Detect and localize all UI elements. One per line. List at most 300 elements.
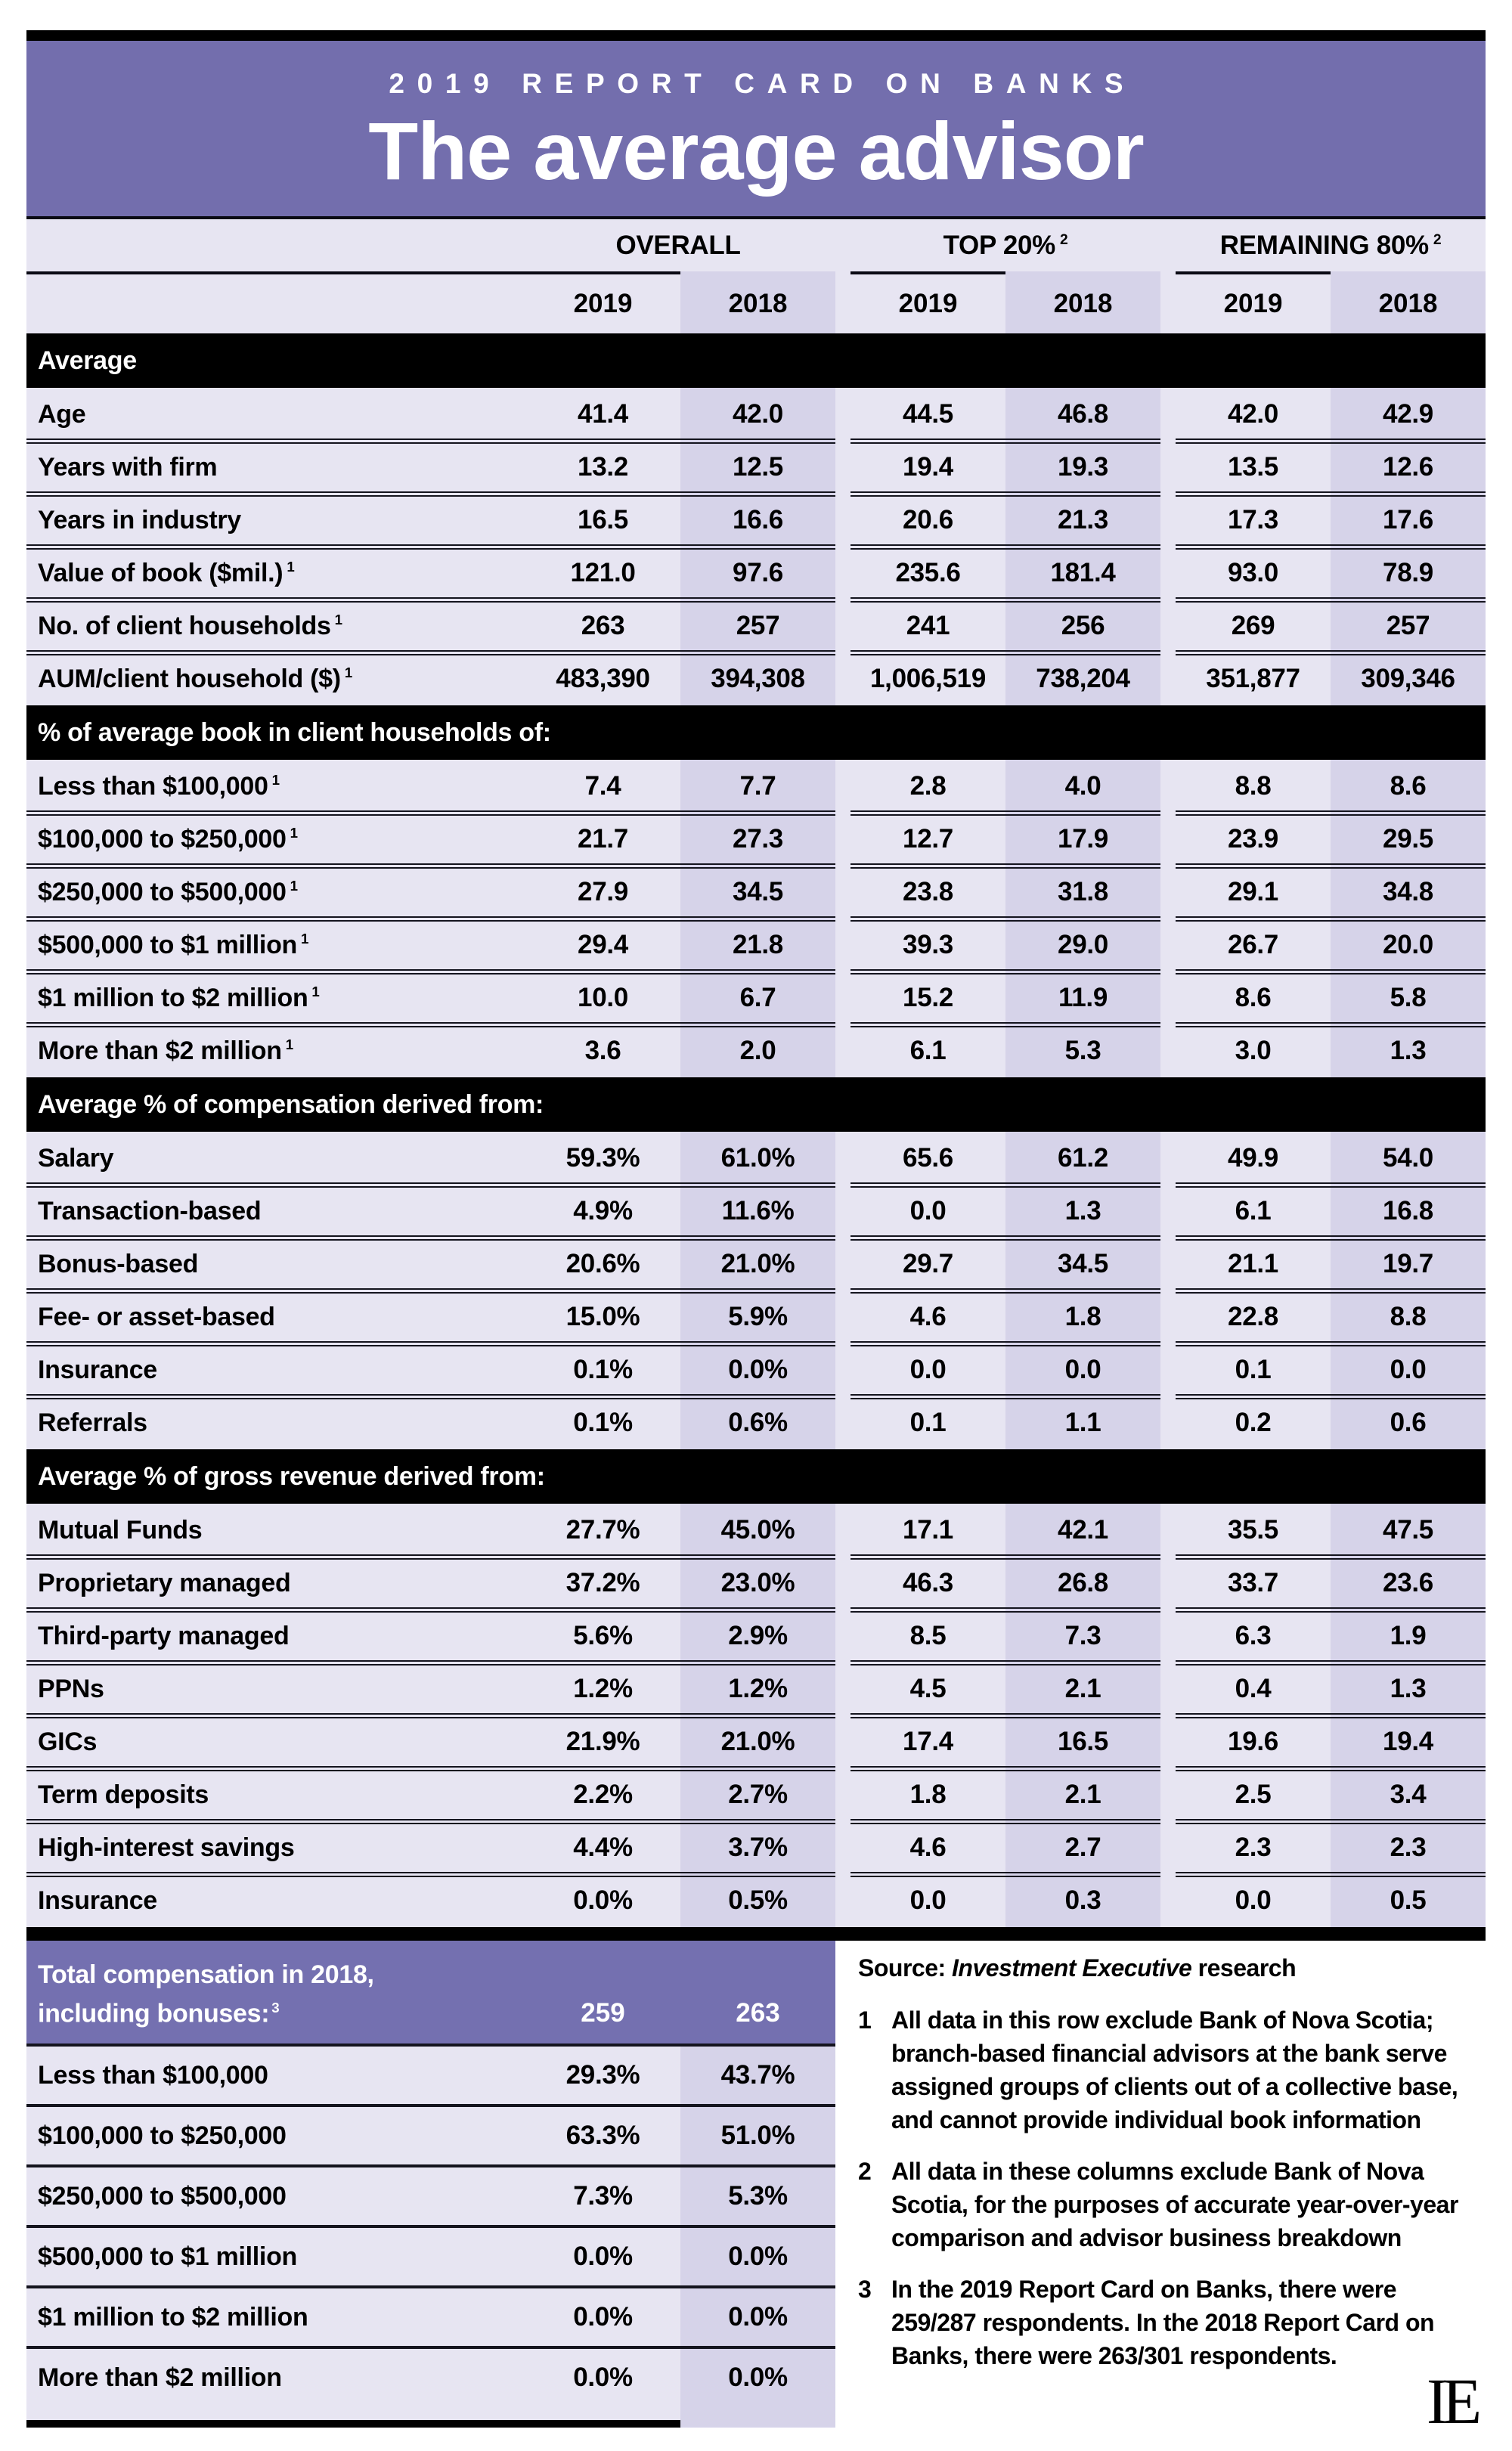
cell-value: 61.0% xyxy=(720,1143,795,1173)
cell-value: 29.3% xyxy=(565,2060,640,2090)
years-header-row xyxy=(26,274,1486,333)
cell-value: 2.2% xyxy=(573,1780,633,1809)
row-label xyxy=(26,825,525,854)
cell-value: 0.5 xyxy=(1390,1886,1427,1915)
footnote-marker: 1 xyxy=(290,878,298,894)
cell-value: 15.2 xyxy=(903,983,953,1012)
cell-value: 12.7 xyxy=(903,824,953,854)
cell-value: 49.9 xyxy=(1228,1143,1278,1173)
source-suffix: research xyxy=(1191,1954,1297,1982)
bottom-table xyxy=(26,1941,835,2428)
cell-value: 5.9% xyxy=(728,1302,788,1331)
cell-value: 0.6% xyxy=(728,1408,788,1437)
row-label-text: Years with firm xyxy=(38,452,218,482)
cell-value: 5.3% xyxy=(728,2181,788,2211)
row-label xyxy=(26,1886,525,1916)
cell-value: 23.8 xyxy=(903,877,953,906)
footnote-marker: 1 xyxy=(290,825,298,841)
table-row xyxy=(26,1874,1486,1927)
cell-value: 2.1 xyxy=(1064,1674,1101,1703)
year-header-2018: 2018 xyxy=(1053,289,1113,318)
cell-value: 0.1% xyxy=(573,1408,633,1437)
cell-value: 27.3 xyxy=(733,824,783,854)
cell-value: 1,006,519 xyxy=(869,664,986,693)
table-row xyxy=(26,1504,1486,1557)
cell-value: 41.4 xyxy=(578,399,628,429)
cell-value: 20.6% xyxy=(565,1249,640,1278)
row-label xyxy=(26,878,525,907)
footnote-marker: 1 xyxy=(271,772,280,789)
table-row xyxy=(26,547,1486,600)
ie-logo: IE xyxy=(1426,2365,1476,2437)
cell-value: 0.0 xyxy=(909,1355,947,1384)
year-header-2019: 2019 xyxy=(1223,289,1283,318)
row-label-text: Term deposits xyxy=(38,1780,209,1809)
page-title: The average advisor xyxy=(368,105,1144,197)
cell-value: 0.0 xyxy=(1235,1886,1272,1915)
cell-value: 4.4% xyxy=(573,1833,633,1862)
row-label xyxy=(26,612,525,641)
row-label-text: $500,000 to $1 million xyxy=(38,930,298,959)
cell-value: 11.6% xyxy=(721,1196,795,1226)
cell-value: 16.8 xyxy=(1383,1196,1433,1226)
cell-value: 0.0% xyxy=(728,2363,788,2392)
row-separator xyxy=(26,810,1486,816)
cell-value: 1.2% xyxy=(728,1674,788,1703)
cell-value: 23.9 xyxy=(1228,824,1278,854)
row-label xyxy=(26,1197,525,1226)
row-separator xyxy=(26,650,1486,655)
row-separator xyxy=(26,1713,1486,1718)
table-row xyxy=(26,1715,1486,1768)
cell-value: 0.5% xyxy=(728,1886,788,1915)
cell-value: 0.1 xyxy=(1235,1355,1272,1384)
cell-value: 21.7 xyxy=(578,824,628,854)
cell-value: 5.6% xyxy=(573,1621,633,1650)
cell-value: 0.0 xyxy=(909,1886,947,1915)
cell-value: 16.5 xyxy=(578,505,628,535)
row-label-text: Proprietary managed xyxy=(38,1568,291,1597)
banner-line1: Total compensation in 2018, xyxy=(38,1960,374,1989)
year-header-2018: 2018 xyxy=(728,289,788,318)
footnote-text: All data in this row exclude Bank of Nova Scotia; branch-based financial advisors at the bank serve assigned groups of clients out of a collective base, and cannot provide individual book information xyxy=(891,2006,1458,2133)
cell-value: 21.0% xyxy=(720,1727,795,1756)
bottom-area xyxy=(26,1941,1486,2428)
group-header-top20 xyxy=(850,231,1160,261)
table-row xyxy=(26,1185,1486,1238)
cell-value: 21.1 xyxy=(1228,1249,1278,1278)
data-table xyxy=(26,219,1486,1927)
cell-value: 0.0 xyxy=(909,1196,947,1226)
cell-value: 2.1 xyxy=(1064,1780,1101,1809)
section-header-label: Average % of gross revenue derived from: xyxy=(38,1461,545,1491)
row-separator xyxy=(26,2225,835,2228)
cell-value: 21.9% xyxy=(565,1727,640,1756)
cell-value: 8.8 xyxy=(1235,771,1272,801)
cell-value: 19.4 xyxy=(903,452,953,482)
footnote-marker: 1 xyxy=(285,1036,293,1053)
row-label-text: Referrals xyxy=(38,1408,147,1437)
content xyxy=(26,30,1486,2428)
table-row xyxy=(26,1343,1486,1396)
cell-value: 29.1 xyxy=(1228,877,1278,906)
row-label: $500,000 to $1 million xyxy=(38,2242,298,2271)
row-label xyxy=(26,1356,525,1385)
table-row xyxy=(26,2287,835,2347)
row-separator xyxy=(26,597,1486,603)
group-header-remaining80 xyxy=(1176,231,1486,261)
cell-value: 5.3 xyxy=(1064,1036,1101,1065)
cell-value: 54.0 xyxy=(1383,1143,1433,1173)
cell-value: 26.8 xyxy=(1058,1568,1108,1597)
cell-value: 51.0% xyxy=(720,2121,795,2150)
cell-value: 47.5 xyxy=(1383,1515,1433,1545)
row-separator xyxy=(26,863,1486,869)
group-header-label: OVERALL xyxy=(615,230,741,260)
row-label xyxy=(26,1833,525,1863)
row-separator xyxy=(26,916,1486,922)
row-label: More than $2 million xyxy=(38,2363,282,2392)
cell-value: 29.4 xyxy=(578,930,628,959)
footnote-marker: 3 xyxy=(271,1999,280,2016)
cell-value: 241 xyxy=(906,611,950,640)
cell-value: 42.0 xyxy=(733,399,783,429)
cell-value: 0.0% xyxy=(573,1886,633,1915)
cell-value: 0.4 xyxy=(1235,1674,1272,1703)
row-label-text: Less than $100,000 xyxy=(38,771,268,801)
row-label-text: Mutual Funds xyxy=(38,1515,203,1545)
cell-value: 0.1% xyxy=(573,1355,633,1384)
cell-value: 483,390 xyxy=(556,664,650,693)
row-label xyxy=(26,1622,525,1651)
total-compensation-label xyxy=(26,1958,525,2030)
row-label-text: Transaction-based xyxy=(38,1196,262,1226)
cell-value: 1.9 xyxy=(1390,1621,1427,1650)
table-row xyxy=(26,441,1486,494)
footnote-number: 2 xyxy=(858,2158,872,2185)
cell-value: 5.8 xyxy=(1390,983,1427,1012)
cell-value: 65.6 xyxy=(903,1143,953,1173)
footnote xyxy=(858,2003,1486,2136)
source-publication: Investment Executive xyxy=(952,1954,1192,1982)
section-header-label: % of average book in client households of: xyxy=(38,717,551,747)
cell-value: 0.0% xyxy=(728,2242,788,2271)
section-header xyxy=(26,1449,1486,1504)
cell-value: 31.8 xyxy=(1058,877,1108,906)
column-group-header-row xyxy=(26,219,1486,271)
cell-value: 0.6 xyxy=(1390,1408,1427,1437)
row-label-text: Salary xyxy=(38,1143,114,1173)
row-label xyxy=(26,665,525,694)
cell-value: 20.6 xyxy=(903,505,953,535)
cell-value: 34.8 xyxy=(1383,877,1433,906)
source-prefix: Source: xyxy=(858,1954,953,1982)
cell-value: 738,204 xyxy=(1036,664,1130,693)
row-label-text: $1 million to $2 million xyxy=(38,983,308,1012)
cell-value: 16.6 xyxy=(733,505,783,535)
year-header-2019: 2019 xyxy=(573,289,633,318)
cell-value: 20.0 xyxy=(1383,930,1433,959)
table-row xyxy=(26,388,1486,441)
cell-value: 21.8 xyxy=(733,930,783,959)
row-separator xyxy=(26,2164,835,2167)
table-row xyxy=(26,2166,835,2226)
cell-value: 27.9 xyxy=(578,877,628,906)
cell-value: 37.2% xyxy=(565,1568,640,1597)
row-separator xyxy=(26,1341,1486,1346)
row-label xyxy=(26,1780,525,1810)
year-header-2019: 2019 xyxy=(898,289,958,318)
cell-value: 2.8 xyxy=(909,771,947,801)
row-label-text: Fee- or asset-based xyxy=(38,1302,275,1331)
cell-value: 29.0 xyxy=(1058,930,1108,959)
cell-value: 7.3 xyxy=(1064,1621,1101,1650)
cell-value: 0.0% xyxy=(573,2363,633,2392)
row-label xyxy=(26,506,525,535)
cell-value: 0.3 xyxy=(1064,1886,1101,1915)
cell-value: 43.7% xyxy=(720,2060,795,2090)
row-label xyxy=(26,1516,525,1545)
row-label-text: High-interest savings xyxy=(38,1833,295,1862)
cell-value: 23.6 xyxy=(1383,1568,1433,1597)
cell-value: 45.0% xyxy=(720,1515,795,1545)
cell-value: 46.3 xyxy=(903,1568,953,1597)
cell-value: 2.0 xyxy=(739,1036,776,1065)
footnotes xyxy=(835,1941,1486,2372)
row-label-text: Insurance xyxy=(38,1886,157,1915)
cell-value: 0.0% xyxy=(573,2242,633,2271)
cell-value: 34.5 xyxy=(1058,1249,1108,1278)
cell-value: 78.9 xyxy=(1383,558,1433,587)
row-label-text: No. of client households xyxy=(38,611,331,640)
row-label-text: Third-party managed xyxy=(38,1621,290,1650)
row-label-text: GICs xyxy=(38,1727,98,1756)
table-row xyxy=(26,1557,1486,1610)
cell-value: 1.2% xyxy=(573,1674,633,1703)
cell-value: 1.3 xyxy=(1390,1674,1427,1703)
cell-value: 35.5 xyxy=(1228,1515,1278,1545)
cell-value: 0.0 xyxy=(1390,1355,1427,1384)
row-separator xyxy=(26,1660,1486,1666)
row-label-text: $250,000 to $500,000 xyxy=(38,877,287,906)
cell-value: 7.7 xyxy=(739,771,776,801)
row-separator xyxy=(26,1819,1486,1824)
row-label: Less than $100,000 xyxy=(38,2060,268,2090)
row-label xyxy=(26,1569,525,1598)
row-label: $250,000 to $500,000 xyxy=(38,2181,287,2211)
cell-value: 21.0% xyxy=(720,1249,795,1278)
row-label-text: PPNs xyxy=(38,1674,104,1703)
cell-value: 1.1 xyxy=(1064,1408,1101,1437)
row-label xyxy=(26,931,525,960)
row-separator xyxy=(26,969,1486,975)
cell-value: 3.0 xyxy=(1235,1036,1272,1065)
row-separator xyxy=(26,2044,835,2047)
cell-value: 42.0 xyxy=(1228,399,1278,429)
footnote-marker: 2 xyxy=(1059,231,1068,248)
section-header-label: Average xyxy=(38,345,137,375)
cell-value: 46.8 xyxy=(1058,399,1108,429)
cell-value: 1.8 xyxy=(909,1780,947,1809)
cell-value: 4.6 xyxy=(909,1833,947,1862)
section-divider-bar xyxy=(26,1927,1486,1941)
cell-value: 42.1 xyxy=(1058,1515,1108,1545)
cell-value: 1.3 xyxy=(1390,1036,1427,1065)
table-row xyxy=(26,760,1486,813)
row-label xyxy=(26,453,525,482)
cell-value: 19.3 xyxy=(1058,452,1108,482)
cell-value: 39.3 xyxy=(903,930,953,959)
respondents-2019: 259 xyxy=(581,1998,625,2028)
table-row xyxy=(26,2045,835,2106)
banner-line2: including bonuses: xyxy=(38,1999,270,2028)
row-label-text: $100,000 to $250,000 xyxy=(38,824,287,854)
table-row xyxy=(26,1821,1486,1874)
cell-value: 19.6 xyxy=(1228,1727,1278,1756)
cell-value: 17.1 xyxy=(903,1515,953,1545)
row-label xyxy=(26,559,525,588)
table-row xyxy=(26,1662,1486,1715)
cell-value: 16.5 xyxy=(1058,1727,1108,1756)
cell-value: 0.0% xyxy=(728,2302,788,2332)
table-row xyxy=(26,1396,1486,1449)
footnote-number: 3 xyxy=(858,2276,872,2303)
cell-value: 97.6 xyxy=(733,558,783,587)
cell-value: 6.3 xyxy=(1235,1621,1272,1650)
cell-value: 2.7% xyxy=(728,1780,788,1809)
footnote xyxy=(858,2273,1486,2372)
table-row xyxy=(26,1132,1486,1185)
row-label: $1 million to $2 million xyxy=(38,2302,308,2332)
table-sections xyxy=(26,333,1486,1927)
respondents-2018: 263 xyxy=(736,1998,780,2028)
total-compensation-banner xyxy=(26,1941,835,2045)
row-label xyxy=(26,1303,525,1332)
cell-value: 235.6 xyxy=(895,558,961,587)
row-separator xyxy=(26,1607,1486,1613)
cell-value: 63.3% xyxy=(565,2121,640,2150)
footnote-marker: 1 xyxy=(334,612,342,628)
group-header-label: REMAINING 80% xyxy=(1219,230,1429,260)
section-header-label: Average % of compensation derived from: xyxy=(38,1089,544,1119)
cell-value: 27.7% xyxy=(565,1515,640,1545)
row-label xyxy=(26,772,525,801)
cell-value: 17.4 xyxy=(903,1727,953,1756)
bottom-rows xyxy=(26,2044,835,2408)
cell-value: 2.9% xyxy=(728,1621,788,1650)
cell-value: 13.5 xyxy=(1228,452,1278,482)
cell-value: 3.4 xyxy=(1390,1780,1427,1809)
row-label xyxy=(26,400,525,429)
table-row xyxy=(26,1768,1486,1821)
cell-value: 42.9 xyxy=(1383,399,1433,429)
section-header xyxy=(26,333,1486,388)
cell-value: 8.5 xyxy=(909,1621,947,1650)
row-label-text: Years in industry xyxy=(38,505,241,535)
table-row xyxy=(26,971,1486,1024)
cell-value: 2.7 xyxy=(1064,1833,1101,1862)
row-separator xyxy=(26,1394,1486,1399)
cell-value: 10.0 xyxy=(578,983,628,1012)
footnote-marker: 1 xyxy=(301,931,309,947)
row-label-text: More than $2 million xyxy=(38,1036,282,1065)
table-row xyxy=(26,866,1486,919)
table-row xyxy=(26,652,1486,705)
table-row xyxy=(26,2226,835,2287)
cell-value: 61.2 xyxy=(1058,1143,1108,1173)
cell-value: 7.3% xyxy=(573,2181,633,2211)
title-banner xyxy=(26,41,1486,219)
section-header xyxy=(26,705,1486,760)
cell-value: 21.3 xyxy=(1058,505,1108,535)
row-label xyxy=(26,1727,525,1757)
row-label xyxy=(26,984,525,1013)
table-row xyxy=(26,1238,1486,1291)
footnote-marker: 1 xyxy=(311,984,320,1000)
group-header-overall xyxy=(525,231,835,261)
footnote-marker: 2 xyxy=(1433,231,1442,248)
row-separator xyxy=(26,2104,835,2107)
cell-value: 15.0% xyxy=(565,1302,640,1331)
row-label xyxy=(26,1144,525,1173)
cell-value: 26.7 xyxy=(1228,930,1278,959)
cell-value: 11.9 xyxy=(1058,983,1108,1012)
cell-value: 22.8 xyxy=(1228,1302,1278,1331)
cell-value: 19.4 xyxy=(1383,1727,1433,1756)
cell-value: 3.6 xyxy=(584,1036,621,1065)
cell-value: 269 xyxy=(1231,611,1275,640)
row-separator xyxy=(26,1554,1486,1560)
cell-value: 17.3 xyxy=(1228,505,1278,535)
cell-value: 0.2 xyxy=(1235,1408,1272,1437)
cell-value: 8.6 xyxy=(1390,771,1427,801)
cell-value: 17.9 xyxy=(1058,824,1108,854)
cell-value: 12.5 xyxy=(733,452,783,482)
cell-value: 6.1 xyxy=(909,1036,947,1065)
cell-value: 121.0 xyxy=(570,558,636,587)
cell-value: 263 xyxy=(581,611,625,640)
year-header-2018: 2018 xyxy=(1378,289,1438,318)
cell-value: 0.0% xyxy=(573,2302,633,2332)
cell-value: 0.1 xyxy=(909,1408,947,1437)
cell-value: 309,346 xyxy=(1361,664,1455,693)
cell-value: 17.6 xyxy=(1383,505,1433,535)
footnote-marker: 1 xyxy=(287,559,295,575)
table-row xyxy=(26,1024,1486,1077)
cell-value: 6.7 xyxy=(739,983,776,1012)
cell-value: 29.7 xyxy=(903,1249,953,1278)
row-separator xyxy=(26,1766,1486,1771)
cell-value: 6.1 xyxy=(1235,1196,1272,1226)
cell-value: 181.4 xyxy=(1050,558,1116,587)
row-label-text: Bonus-based xyxy=(38,1249,199,1278)
footnote-marker: 1 xyxy=(344,665,352,681)
row-separator xyxy=(26,544,1486,550)
cell-value: 4.6 xyxy=(909,1302,947,1331)
row-separator xyxy=(26,2346,835,2349)
cell-value: 34.5 xyxy=(733,877,783,906)
cell-value: 23.0% xyxy=(720,1568,795,1597)
cell-value: 7.4 xyxy=(584,771,621,801)
group-header-label: TOP 20% xyxy=(943,230,1055,260)
cell-value: 29.5 xyxy=(1383,824,1433,854)
row-label: $100,000 to $250,000 xyxy=(38,2121,287,2150)
cell-value: 8.6 xyxy=(1235,983,1272,1012)
cell-value: 4.0 xyxy=(1064,771,1101,801)
table-row xyxy=(26,813,1486,866)
cell-value: 4.9% xyxy=(573,1196,633,1226)
section-header xyxy=(26,1077,1486,1132)
